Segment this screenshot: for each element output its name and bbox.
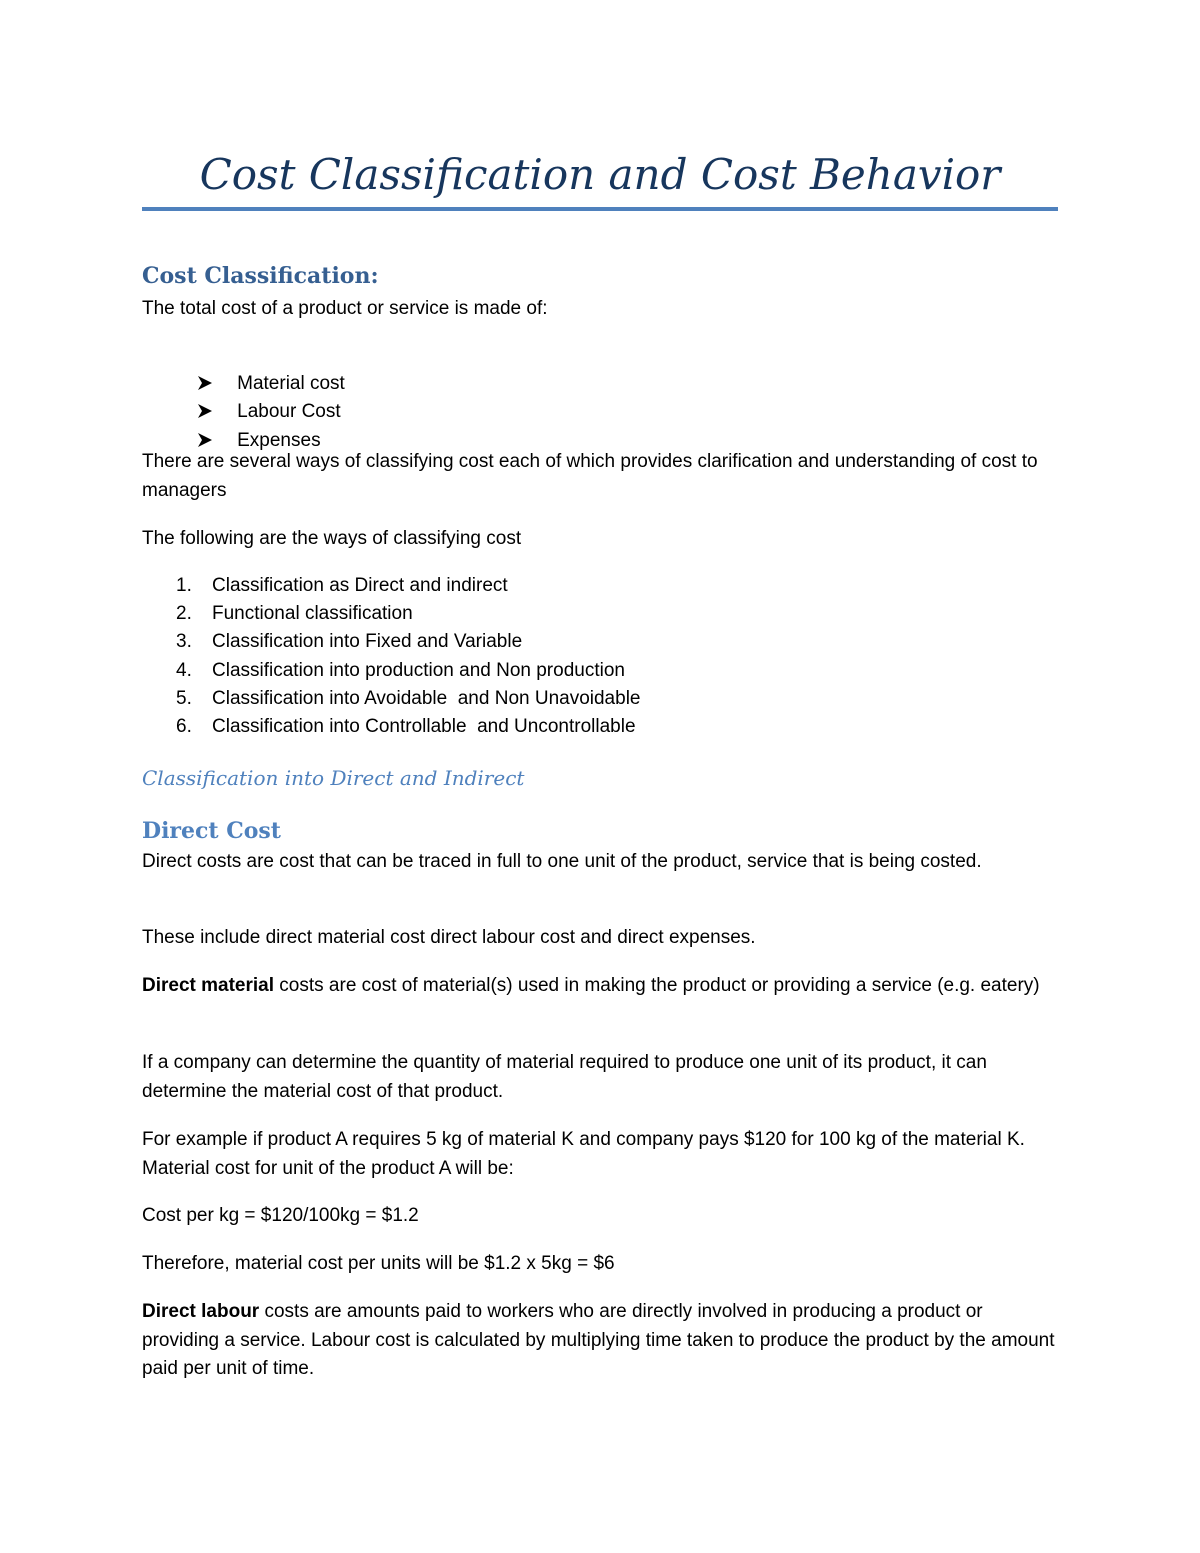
numbered-item [142,657,625,685]
paragraph-example: For example if product A requires 5 kg of material K and company pays $120 for 100 kg of the material K. Material cost for unit of the product A will be: [142,1129,1025,1179]
paragraph-include: These include direct material cost direct labour cost and direct expenses. [142,927,756,948]
numbered-item [142,600,413,628]
list-text: Classification into Fixed and Variable [212,631,523,652]
heading-direct-cost: Direct Cost [142,818,281,844]
paragraph-cost-per-kg: Cost per kg = $120/100kg = $1.2 [142,1205,419,1226]
paragraph-direct-material [142,972,1062,1001]
paragraph-direct-definition: Direct costs are cost that can be traced in full to one unit of the product, service that is being costed. [142,851,982,872]
bullet-text: Expenses [237,430,321,451]
numbered-item [142,628,522,656]
list-number: 6. [176,716,192,737]
paragraph-therefore: Therefore, material cost per units will be $1.2 x 5kg = $6 [142,1253,615,1274]
numbered-item [142,572,508,600]
direct-material-text: costs are cost of material(s) used in making the product or providing a service (e.g. eatery) [274,975,1040,996]
paragraph-following: The following are the ways of classifying cost [142,528,522,549]
subheading-direct-indirect: Classification into Direct and Indirect [142,766,525,790]
heading-cost-classification: Cost Classification: [142,263,379,289]
list-text: Classification into production and Non production [212,660,625,681]
document-title: Cost Classification and Cost Behavior [199,150,1001,199]
numbered-item [142,713,636,741]
bullet-text: Labour Cost [237,401,341,422]
term-direct-material: Direct material [142,975,275,996]
paragraph-determine: If a company can determine the quantity of material required to produce one unit of its product, it can determine the material cost of that product. [142,1052,987,1102]
term-direct-labour: Direct labour [142,1301,260,1322]
list-number: 5. [176,688,192,709]
paragraph-several-ways: There are several ways of classifying cost each of which provides clarification and understanding of cost to managers [142,451,1038,501]
bullet-text: Material cost [237,373,345,394]
list-number: 1. [176,575,192,596]
list-text: Classification as Direct and indirect [212,575,508,596]
list-text: Classification into Controllable and Uncontrollable [212,716,636,737]
list-number: 4. [176,660,192,681]
numbered-item [142,685,640,713]
list-text: Functional classification [212,603,413,624]
title-underline [142,207,1058,211]
list-number: 3. [176,631,192,652]
list-number: 2. [176,603,192,624]
list-text: Classification into Avoidable and Non Unavoidable [212,688,641,709]
direct-labour-text: costs are amounts paid to workers who are directly involved in producing a product or providing a service. Labour cost is calculated by multiplying time taken to produce the product by the amount paid per unit of time. [142,1301,1055,1379]
paragraph-direct-labour [142,1298,1062,1384]
paragraph-intro: The total cost of a product or service is made of: [142,298,548,319]
